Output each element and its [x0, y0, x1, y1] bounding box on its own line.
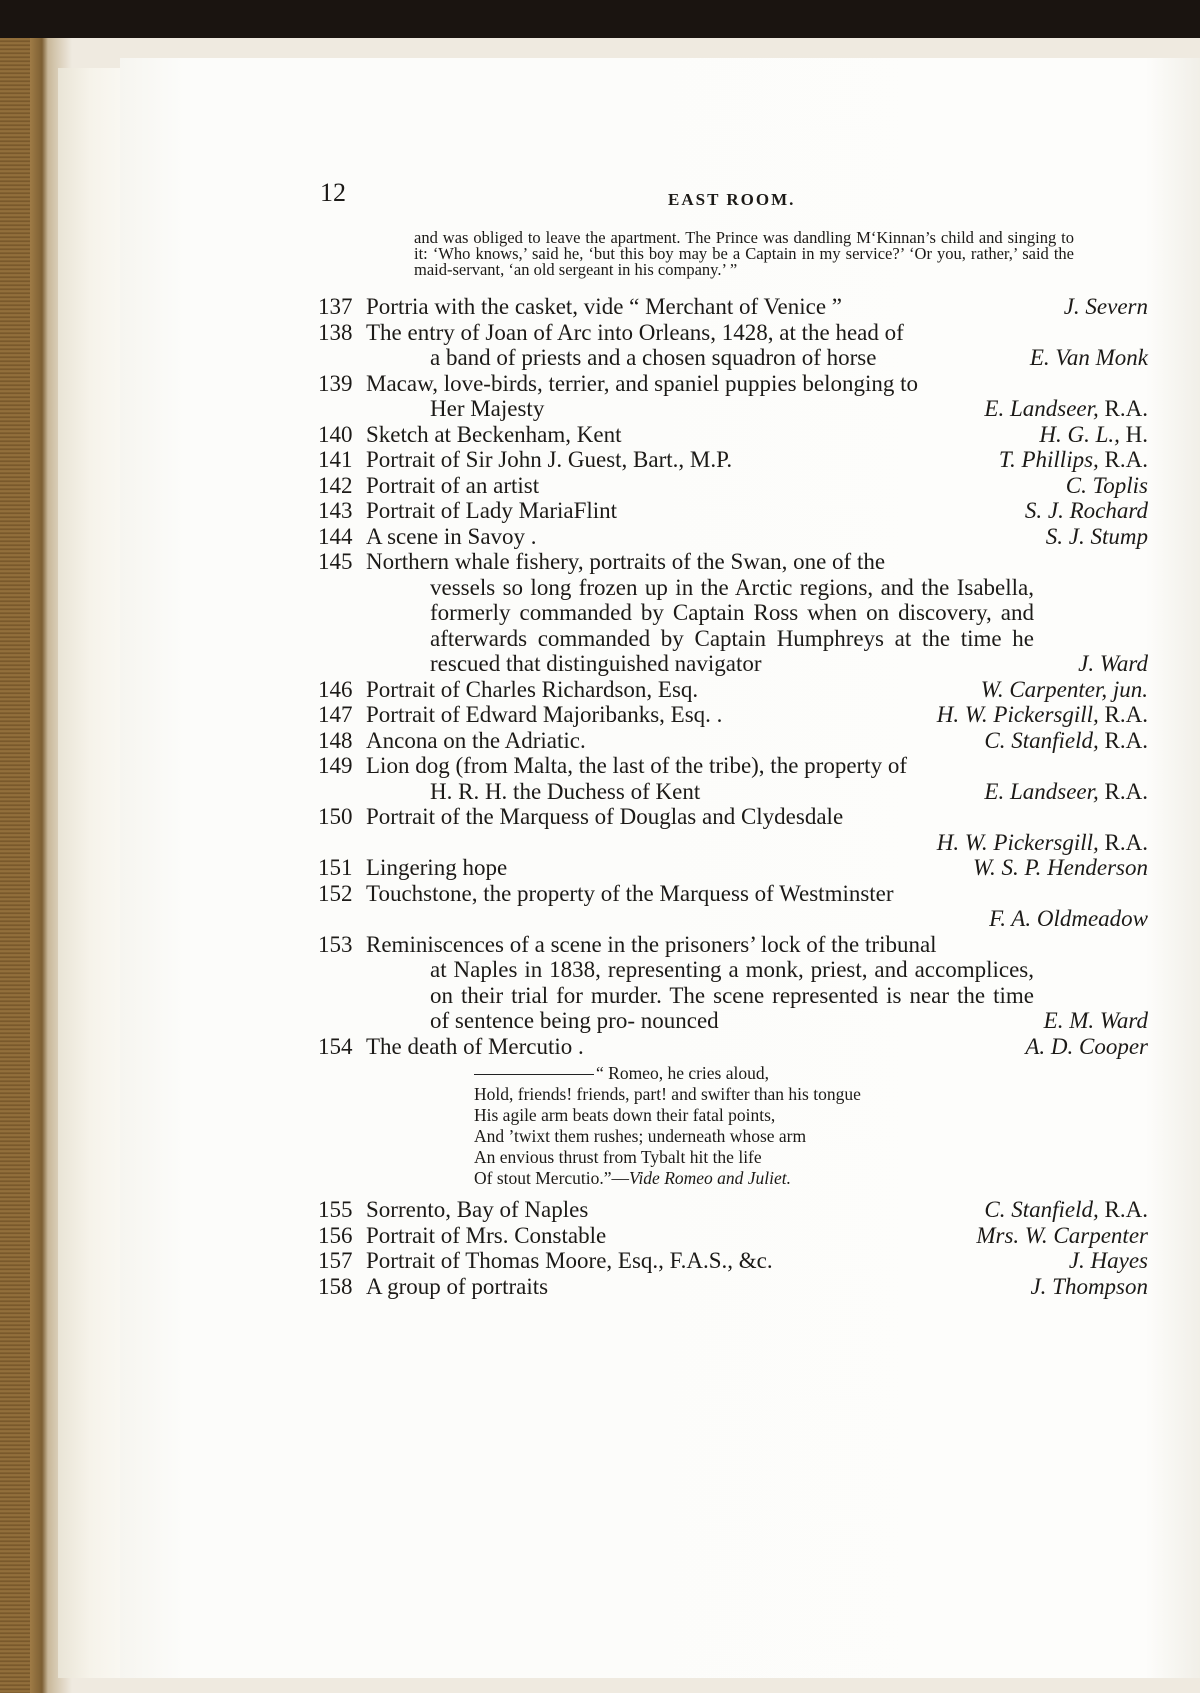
artist-suffix: H.	[1119, 421, 1148, 447]
entry-title: Reminiscences of a scene in the prisoners’ lock of the tribunal	[366, 931, 937, 957]
entry-title: A scene in Savoy .	[366, 523, 537, 549]
entry-line	[318, 881, 1148, 907]
catalogue-entry	[318, 932, 1148, 1034]
entry-title: Sketch at Beckenham, Kent	[366, 421, 622, 447]
entry-artist	[1064, 294, 1148, 320]
entry-title: Portrait of the Marquess of Douglas and Clydesdale	[366, 804, 844, 829]
entry-line	[318, 524, 1148, 550]
artist-name: Mrs. W. Carpenter	[976, 1222, 1148, 1248]
entry-line	[318, 422, 1148, 448]
artist-name: J. Ward	[1078, 651, 1148, 676]
artist-suffix: R.A.	[1098, 727, 1148, 753]
running-head: EAST ROOM.	[668, 190, 796, 209]
entry-artist	[1039, 422, 1148, 448]
artist-name: F. A. Oldmeadow	[989, 906, 1148, 931]
entry-number: 146	[318, 676, 353, 702]
quote-dash	[474, 1074, 594, 1075]
entry-number: 154	[318, 1033, 353, 1059]
artist-name: H. W. Pickersgill,	[936, 829, 1099, 855]
catalogue-entries	[318, 294, 1148, 1299]
entry-number: 139	[318, 370, 353, 396]
entry-line	[318, 753, 1148, 779]
entry-number: 156	[318, 1222, 353, 1248]
entry-line	[318, 1034, 1148, 1060]
artist-name: C. Stanfield,	[984, 727, 1099, 753]
catalogue-entry	[318, 447, 1148, 473]
entry-title: Portria with the casket, vide “ Merchant of Venice ”	[366, 294, 843, 319]
entry-line	[318, 473, 1148, 499]
artist-name: J. Hayes	[1068, 1248, 1148, 1273]
artist-name: E. Van Monk	[1029, 345, 1148, 370]
artist-name: S. J. Stump	[1045, 523, 1148, 549]
entry-title: Sorrento, Bay of Naples	[366, 1197, 589, 1222]
entry-artist	[1044, 1008, 1148, 1034]
entry-artist	[984, 396, 1148, 422]
entry-title: The death of Mercutio .	[366, 1033, 584, 1059]
catalogue-entry	[318, 498, 1148, 524]
quote-text: Of stout Mercutio.”—	[474, 1168, 630, 1188]
entry-number: 149	[318, 753, 353, 778]
entry-line	[318, 371, 1148, 397]
catalogue-entry	[318, 1034, 1148, 1060]
entry-title: Portrait of Thomas Moore, Esq., F.A.S., &c.	[366, 1248, 773, 1273]
artist-name: E. Landseer,	[984, 396, 1099, 421]
entry-artist	[1025, 1034, 1148, 1060]
catalogue-entry	[318, 1197, 1148, 1223]
artist-suffix: R.A.	[1098, 778, 1148, 804]
entry-artist	[1078, 651, 1148, 677]
catalogue-entry	[318, 1223, 1148, 1249]
entry-title: Portrait of an artist	[366, 472, 540, 498]
entry-artist	[976, 1223, 1148, 1249]
entry-title: Lion dog (from Malta, the last of the tribe), the property of	[366, 753, 907, 778]
artist-name: A. D. Cooper	[1025, 1033, 1148, 1059]
entry-number: 150	[318, 804, 353, 829]
entry-line	[318, 804, 1148, 830]
book-spine	[0, 38, 30, 1693]
entry-line	[318, 549, 1148, 575]
quote-line	[474, 1063, 1034, 1084]
artist-suffix: R.A.	[1098, 702, 1148, 727]
entry-title: Portrait of Mrs. Constable	[366, 1222, 607, 1248]
artist-name: W. Carpenter, jun.	[980, 676, 1148, 702]
artist-suffix: R.A.	[1098, 447, 1148, 472]
entry-number: 137	[318, 294, 353, 319]
catalogue-entry	[318, 753, 1148, 804]
catalogue-entry	[318, 320, 1148, 371]
entry-title: Portrait of Edward Majoribanks, Esq. .	[366, 702, 723, 727]
entry-title: Lingering hope	[366, 855, 508, 880]
artist-name: C. Stanfield,	[984, 1197, 1099, 1222]
quote-line	[474, 1084, 1034, 1105]
entry-number: 138	[318, 319, 353, 345]
entry-continuation: at Naples in 1838, representing a monk, priest, and accomplices, on their trial for murder. The scene represented is near the time of sentence being pro- nounced	[430, 957, 1034, 1033]
catalogue-entry	[318, 677, 1148, 703]
entry-continuation: H. R. H. the Duchess of Kent	[430, 778, 701, 804]
entry-number: 140	[318, 421, 353, 447]
entry-artist	[1066, 473, 1148, 499]
quote-line	[474, 1147, 1034, 1168]
catalogue-entry	[318, 702, 1148, 728]
artist-name: J. Thompson	[1030, 1273, 1148, 1299]
artist-name: H. G. L.,	[1039, 421, 1120, 447]
page-header	[320, 178, 1080, 218]
entry-artist	[984, 1197, 1148, 1223]
artist-name: T. Phillips,	[998, 447, 1099, 472]
artist-suffix: R.A.	[1098, 396, 1148, 421]
quote-text: And ’twixt them rushes; underneath whose arm	[474, 1126, 807, 1146]
artist-name: E. Landseer,	[984, 778, 1099, 804]
quote-line	[474, 1168, 1034, 1189]
artist-name: S. J. Rochard	[1024, 498, 1148, 523]
catalogue-entry	[318, 1248, 1148, 1274]
entry-number: 141	[318, 447, 353, 472]
entry-artist	[937, 702, 1148, 728]
artist-name: J. Severn	[1063, 294, 1148, 319]
entry-title: Portrait of Sir John J. Guest, Bart., M.P.	[366, 447, 733, 472]
entry-artist	[989, 906, 1148, 932]
quote-text: Hold, friends! friends, part! and swifter than his tongue	[474, 1084, 861, 1104]
entry-artist	[1030, 345, 1148, 371]
catalogue-entry	[318, 294, 1148, 320]
catalogue-entry	[318, 804, 1148, 855]
entry-title: Ancona on the Adriatic.	[366, 727, 586, 753]
entry-continuation: vessels so long frozen up in the Arctic regions, and the Isabella, formerly commanded by Captain Ross when on discovery, and afterwards commanded by Captain Humphreys at the time he rescued that distinguished navigator	[430, 574, 1034, 676]
entry-number: 157	[318, 1248, 353, 1273]
page-number: 12	[320, 178, 346, 207]
entry-number: 148	[318, 727, 353, 753]
entry-line	[318, 932, 1148, 958]
entry-number: 147	[318, 702, 353, 727]
quote-source: Vide Romeo and Juliet.	[629, 1168, 792, 1188]
quote-text: “ Romeo, he cries aloud,	[596, 1063, 770, 1083]
entry-title: Northern whale fishery, portraits of the Swan, one of the	[366, 549, 886, 574]
artist-name: E. M. Ward	[1043, 1008, 1148, 1033]
entry-artist	[981, 677, 1148, 703]
entry-title: Macaw, love-birds, terrier, and spaniel puppies belonging to	[366, 370, 918, 396]
entry-title: The entry of Joan of Arc into Orleans, 1428, at the head of	[366, 319, 904, 345]
entry-continuation: Her Majesty	[430, 396, 545, 421]
entry-line	[318, 1274, 1148, 1300]
entry-artist	[1030, 1274, 1148, 1300]
artist-suffix: R.A.	[1098, 829, 1148, 855]
catalogue-entry	[318, 1274, 1148, 1300]
page-body	[318, 230, 1148, 1299]
entry-title: A group of portraits	[366, 1273, 549, 1299]
artist-name: W. S. P. Henderson	[972, 855, 1148, 880]
catalogue-entry	[318, 524, 1148, 550]
entry-artist	[1069, 1248, 1148, 1274]
catalogue-entry	[318, 371, 1148, 422]
entry-artist	[937, 830, 1148, 856]
catalogue-entry	[318, 422, 1148, 448]
quote-text: An envious thrust from Tybalt hit the life	[474, 1147, 762, 1167]
entry-number: 142	[318, 472, 353, 498]
entry-number: 153	[318, 931, 353, 957]
entry-line	[318, 498, 1148, 524]
entry-artist	[973, 855, 1148, 881]
entry-line	[318, 1248, 1148, 1274]
entry-number: 144	[318, 523, 353, 549]
artist-name: H. W. Pickersgill,	[936, 702, 1099, 727]
entry-line	[318, 294, 1148, 320]
entry-number: 145	[318, 549, 353, 574]
quote-text: His agile arm beats down their fatal points,	[474, 1105, 776, 1125]
entry-line	[318, 320, 1148, 346]
artist-suffix: R.A.	[1098, 1197, 1148, 1222]
entry-artist	[984, 779, 1148, 805]
entry-number: 151	[318, 855, 353, 880]
catalogue-entry	[318, 473, 1148, 499]
catalogue-entry	[318, 855, 1148, 881]
catalogue-entry	[318, 728, 1148, 754]
entry-title: Portrait of Charles Richardson, Esq.	[366, 676, 699, 702]
shakespeare-quote	[474, 1063, 1034, 1189]
entry-number: 143	[318, 498, 353, 523]
quote-line	[474, 1126, 1034, 1147]
entry-artist	[1046, 524, 1148, 550]
entry-continuation: a band of priests and a chosen squadron of horse	[430, 345, 877, 370]
entry-title: Touchstone, the property of the Marquess of Westminster	[366, 880, 894, 906]
entry-artist	[1025, 498, 1148, 524]
entry-number: 158	[318, 1273, 353, 1299]
artist-name: C. Toplis	[1065, 472, 1148, 498]
entry-title: Portrait of Lady MariaFlint	[366, 498, 618, 523]
entry-artist	[984, 728, 1148, 754]
quote-line	[474, 1105, 1034, 1126]
preceding-note: and was obliged to leave the apartment. The Prince was dandling M‘Kinnan’s child and singing to it: ‘Who knows,’ said he, ‘but this boy may be a Captain in my service?’ ‘Or you, rather,’ said the maid-servant, ‘an old sergeant in his company.’ ”	[414, 228, 1074, 279]
entry-number: 155	[318, 1197, 353, 1222]
catalogue-entry	[318, 549, 1148, 677]
entry-artist	[999, 447, 1148, 473]
entry-number: 152	[318, 880, 353, 906]
catalogue-entry	[318, 881, 1148, 932]
